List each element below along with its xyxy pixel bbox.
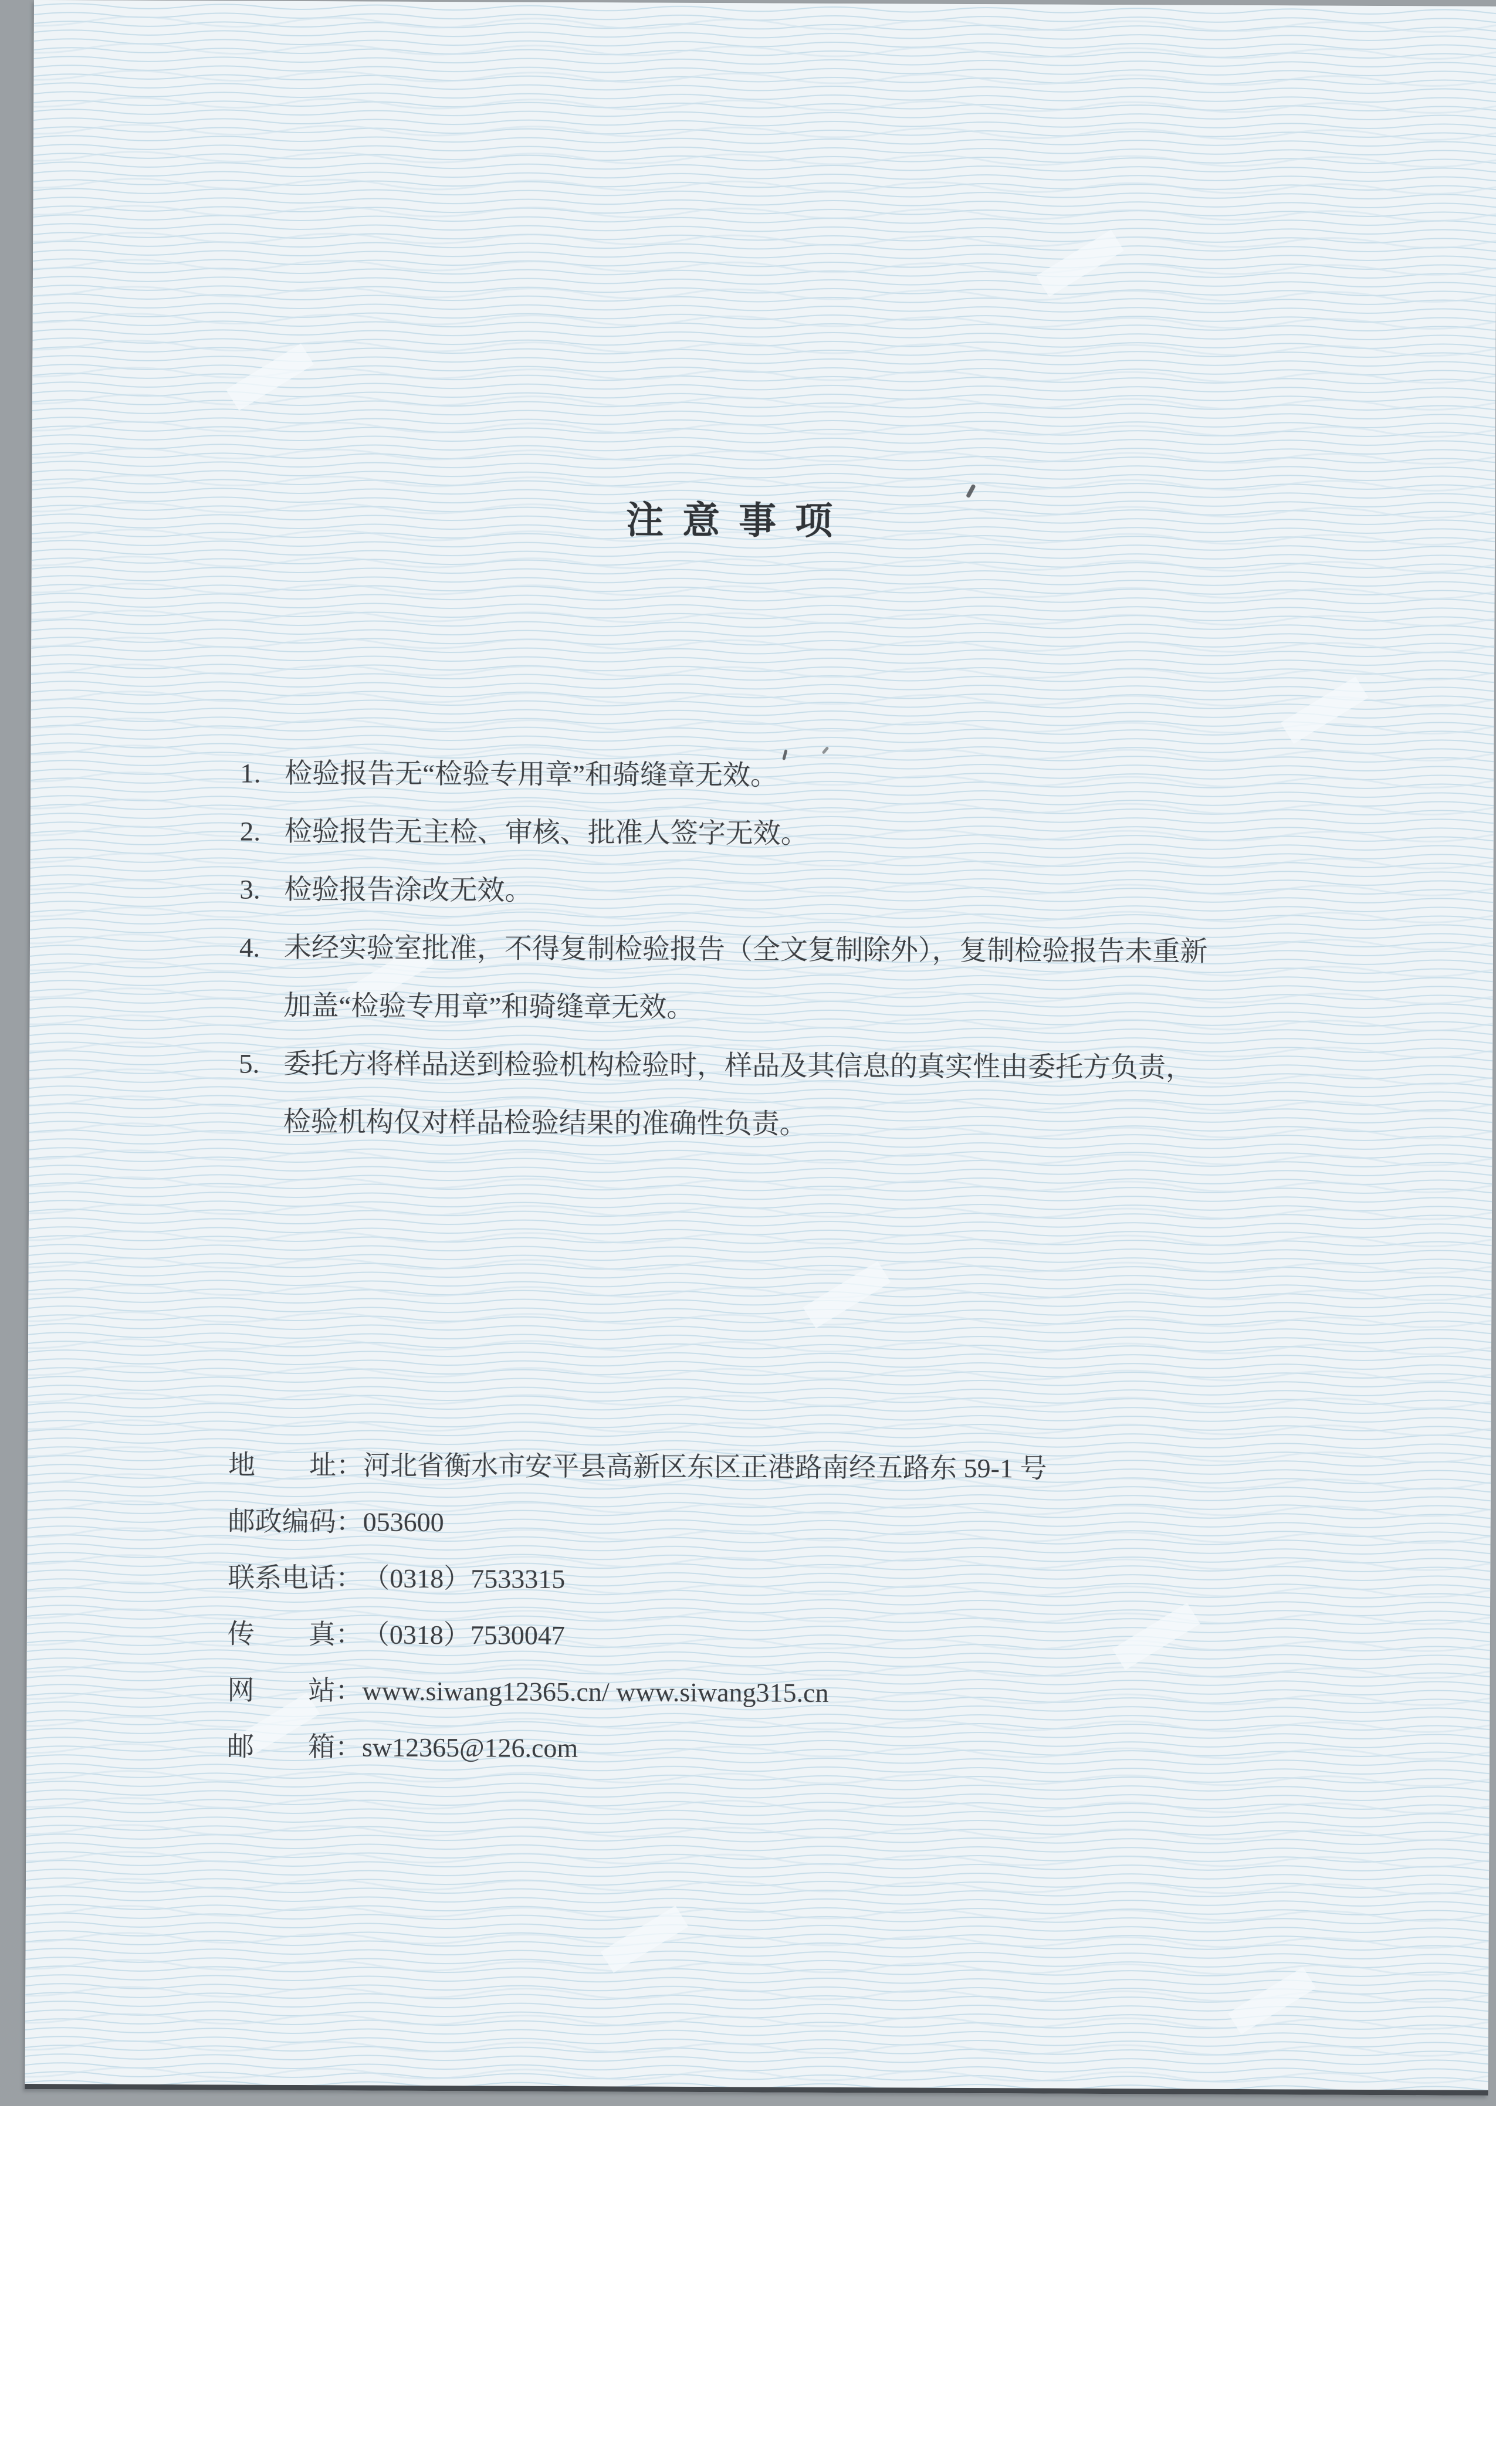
- contact-label: 邮 箱：: [226, 1731, 363, 1762]
- note-number: 2.: [239, 816, 261, 847]
- note-number: 4.: [239, 932, 260, 963]
- contact-label: 地 址：: [228, 1450, 364, 1481]
- note-item-1: [240, 745, 1296, 808]
- note-item-4: [239, 919, 1295, 982]
- note-text: 检验报告无主检、审核、批准人签字无效。: [284, 816, 808, 849]
- contact-value: （0318）7533315: [363, 1563, 566, 1594]
- contact-fax-row: [228, 1606, 1342, 1667]
- contact-address-row: [228, 1437, 1343, 1498]
- contact-value: www.siwang12365.cn/ www.siwang315.cn: [362, 1676, 829, 1708]
- contact-website-row: [227, 1662, 1342, 1723]
- contact-value: 河北省衡水市安平县高新区东区正港路南经五路东 59-1 号: [363, 1450, 1047, 1484]
- note-text: 委托方将样品送到检验机构检验时，样品及其信息的真实性由委托方负责，: [283, 1048, 1194, 1084]
- contact-label: 网 站：: [227, 1675, 363, 1706]
- paper-sheet: [25, 0, 1496, 2096]
- contact-label: 联系电话：: [228, 1562, 363, 1593]
- note-text: 检验报告涂改无效。: [284, 874, 533, 906]
- page-title: 注 意 事 项: [625, 499, 838, 542]
- contact-label: 传 真：: [227, 1619, 363, 1650]
- scan-speck: [966, 484, 976, 498]
- page-content: [25, 0, 1496, 2090]
- note-number: 1.: [240, 758, 261, 789]
- note-item-5-wrap: [238, 1094, 1294, 1156]
- contact-block: [227, 1437, 1343, 1779]
- contact-postcode-row: [228, 1493, 1342, 1554]
- contact-value: sw12365@126.com: [361, 1732, 578, 1764]
- note-item-4-wrap: [239, 977, 1295, 1040]
- contact-email-row: [227, 1718, 1342, 1779]
- contact-value: 053600: [363, 1507, 444, 1538]
- note-text: 检验报告无“检验专用章”和骑缝章无效。: [285, 758, 779, 791]
- note-text: 未经实验室批准，不得复制检验报告（全文复制除外），复制检验报告未重新: [283, 932, 1208, 967]
- note-number: 3.: [239, 874, 260, 905]
- contact-value: （0318）7530047: [362, 1619, 565, 1650]
- contact-label: 邮政编码：: [228, 1506, 363, 1537]
- note-number: 5.: [238, 1048, 260, 1079]
- contact-phone-row: [228, 1549, 1342, 1610]
- note-item-2: [240, 803, 1296, 866]
- notes-list: [238, 745, 1296, 1156]
- note-item-3: [239, 861, 1295, 924]
- note-item-5: [239, 1035, 1295, 1098]
- note-text: 检验机构仅对样品检验结果的准确性负责。: [283, 1106, 807, 1140]
- note-text: 加盖“检验专用章”和骑缝章无效。: [283, 990, 695, 1023]
